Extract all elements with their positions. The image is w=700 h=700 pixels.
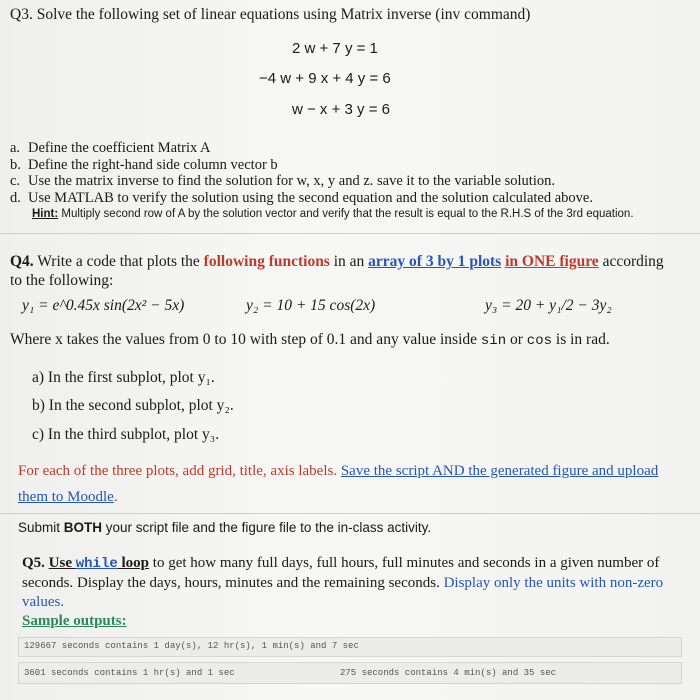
sample-outputs-heading: Sample outputs: xyxy=(22,613,127,629)
q4-intro: Q4. Write a code that plots the following functions in an array of 3 by 1 plots in ONE figure according to the following: xyxy=(10,253,664,289)
divider xyxy=(0,513,700,514)
equation-2: −4 w + 9 x + 4 y = 6 xyxy=(259,70,391,87)
q3-task-list xyxy=(10,140,593,206)
q3-hint: Hint: Multiply second row of A by the solution vector and verify that the result is equal to the R.H.S of the 3rd equation. xyxy=(32,208,634,220)
q4-instructions: For each of the three plots, add grid, title, axis labels. Save the script AND the generated figure and upload them to Moodle. xyxy=(18,463,659,505)
q3-item-a: a. Define the coefficient Matrix A xyxy=(10,140,211,156)
sample-output-3: 275 seconds contains 4 min(s) and 35 sec xyxy=(340,668,557,678)
q4-sub-c: c) In the third subplot, plot y₃. xyxy=(32,426,220,443)
q3-item-c: c. Use the matrix inverse to find the solution for w, x, y and z. save it to the variable solution. xyxy=(10,173,555,189)
q4-where: Where x takes the values from 0 to 10 with step of 0.1 and any value inside sin or cos is in rad. xyxy=(10,331,610,349)
formula-y3: y₃ = 20 + y₁/2 − 3y₂ xyxy=(485,297,612,314)
q3-item-b: b. Define the right-hand side column vector b xyxy=(10,156,278,173)
divider xyxy=(0,233,700,234)
q4-sub-b: b) In the second subplot, plot y₂. xyxy=(32,397,234,414)
sample-output-1: 129667 seconds contains 1 day(s), 12 hr(s), 1 min(s) and 7 sec xyxy=(24,641,359,651)
formula-y1: y₁ = e^0.45x sin(2x² − 5x) xyxy=(22,297,185,314)
q4-sub-a: a) In the first subplot, plot y₁. xyxy=(32,369,215,386)
sample-output-2: 3601 seconds contains 1 hr(s) and 1 sec xyxy=(24,668,235,678)
equation-3: w − x + 3 y = 6 xyxy=(292,101,390,118)
equation-1: 2 w + 7 y = 1 xyxy=(292,40,378,57)
q3-title: Q3. Solve the following set of linear equations using Matrix inverse (inv command) xyxy=(10,6,531,23)
formula-y2: y₂ = 10 + 15 cos(2x) xyxy=(246,297,376,314)
q3-item-d: d. Use MATLAB to verify the solution using the second equation and the solution calculated above. xyxy=(10,189,593,206)
submit-note: Submit BOTH your script file and the figure file to the in-class activity. xyxy=(18,520,432,535)
q5-prompt: Q5. Use while loop to get how many full days, full hours, full minutes and seconds in a given number of seconds. Display the days, hours, minutes and the remaining seconds. Display only the units with non-zero values. xyxy=(22,555,664,610)
